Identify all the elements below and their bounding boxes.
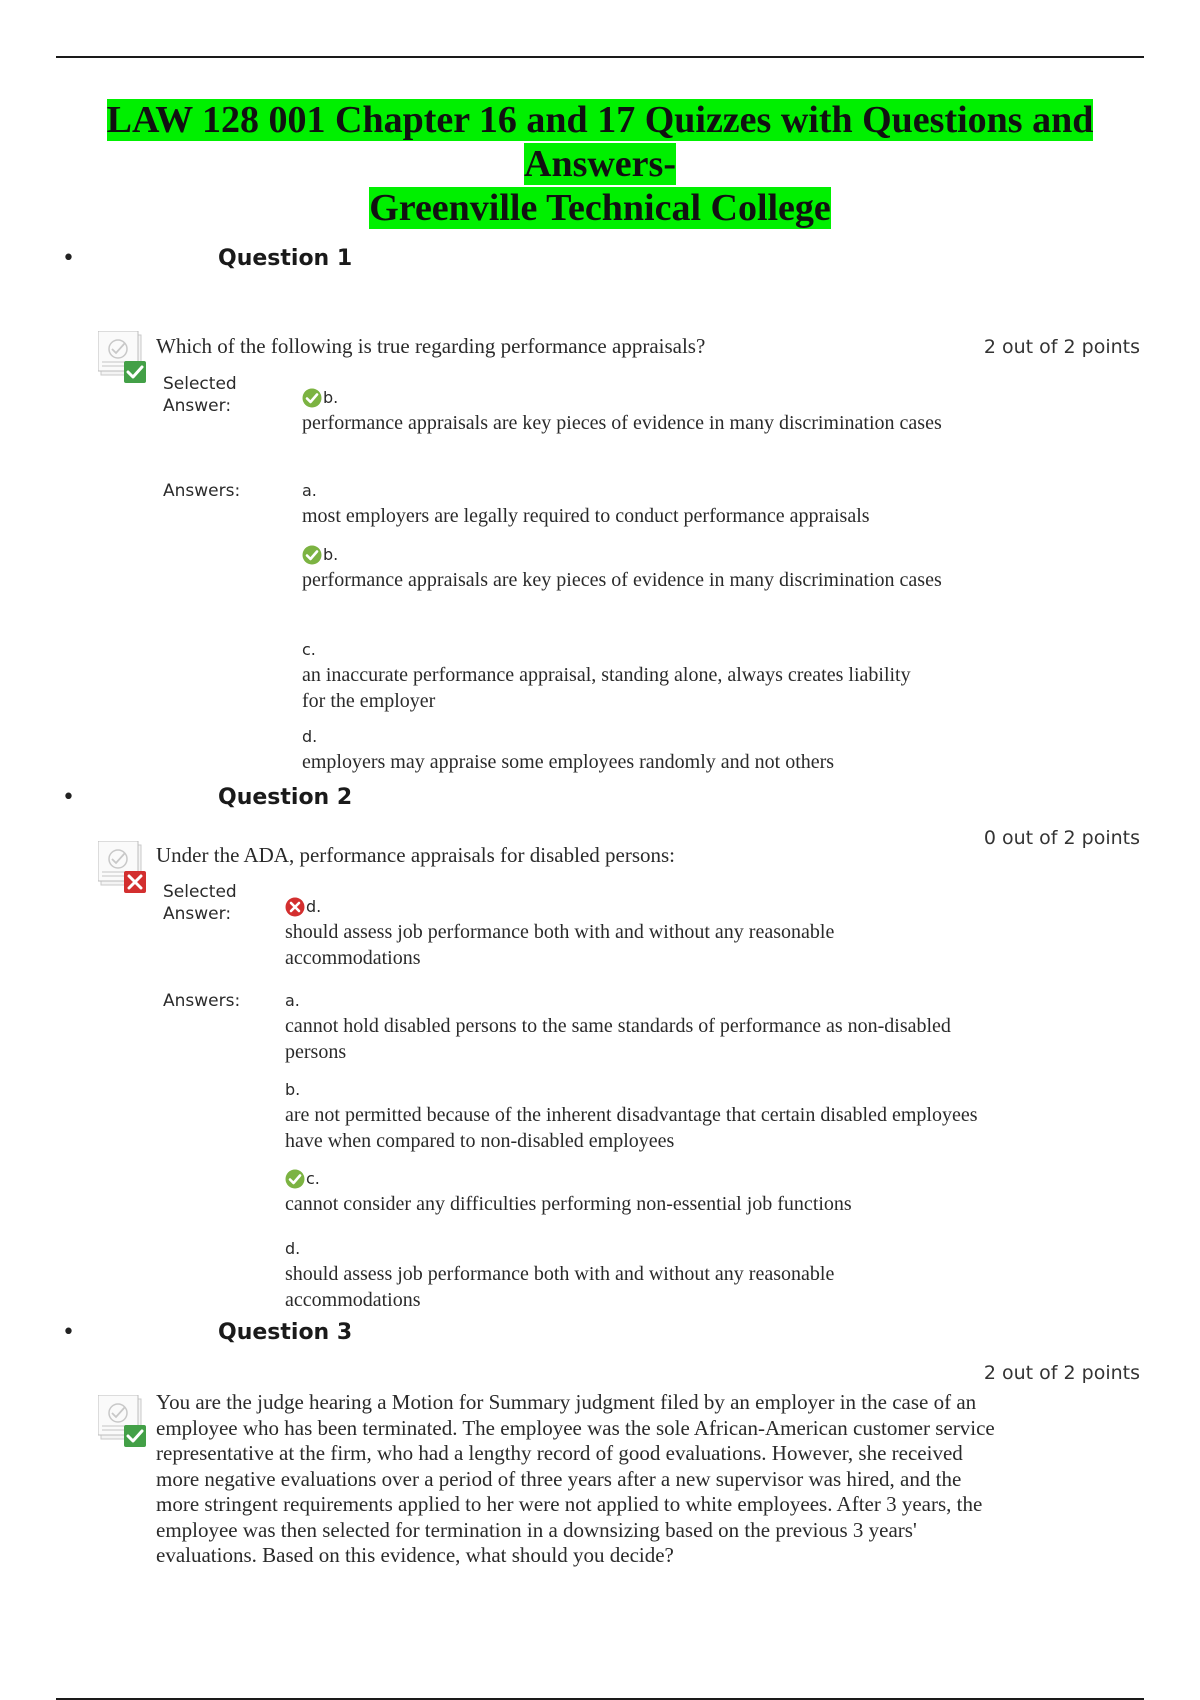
- question-2-label: Question 2: [218, 785, 353, 810]
- bullet: •: [62, 246, 75, 271]
- incorrect-x-icon: [98, 841, 148, 895]
- question-2-text: Under the ADA, performance appraisals for disabled persons:: [156, 843, 676, 867]
- correct-check-icon: [302, 388, 322, 408]
- question-1-points: 2 out of 2 points: [983, 336, 1140, 358]
- question-3-text: You are the judge hearing a Motion for Summary judgment filed by an employer in the case of an employee who has been terminated. The employee was the sole African-American customer service representative at the firm, who had a lengthy record of good evaluations. However, she received more negative evaluations over a period of three years after a new supervisor was hired, and the more stringent requirements applied to her were not applied to white employees. After 3 years, the employee was then selected for termination in a downsizing based on the previous 3 years' evaluations. Based on this evidence, what should you decide?: [156, 1390, 995, 1567]
- bullet: •: [62, 1320, 75, 1345]
- answer-option: a. most employers are legally required to conduct performance appraisals: [302, 481, 870, 527]
- document-title: [40, 98, 1160, 230]
- answer-option: c. cannot consider any difficulties performing non-essential job functions: [285, 1169, 852, 1215]
- selected-answer-label: Selected Answer:: [163, 882, 237, 924]
- answer-option: b. are not permitted because of the inherent disadvantage that certain disabled employees have when compared to non-disabled employees: [285, 1080, 978, 1152]
- title-line-1: LAW 128 001 Chapter 16 and 17 Quizzes with Questions and Answers-: [106, 99, 1094, 185]
- top-rule: [56, 56, 1144, 58]
- question-2-points: 0 out of 2 points: [983, 827, 1140, 849]
- answer-option: b. performance appraisals are key pieces of evidence in many discrimination cases: [302, 545, 942, 591]
- correct-check-icon: [98, 331, 148, 385]
- selected-answer: d. should assess job performance both with and without any reasonable accommodations: [285, 897, 835, 969]
- answer-option: d. employers may appraise some employees randomly and not others: [302, 727, 835, 773]
- incorrect-x-icon: [285, 897, 305, 917]
- bullet: •: [62, 785, 75, 810]
- question-1-label: Question 1: [218, 246, 353, 271]
- question-1-text: Which of the following is true regarding performance appraisals?: [156, 334, 706, 358]
- correct-check-icon: [285, 1169, 305, 1189]
- answer-option: a. cannot hold disabled persons to the same standards of performance as non-disabled persons: [285, 991, 951, 1063]
- answers-label: Answers:: [163, 991, 241, 1011]
- question-3-label: Question 3: [218, 1320, 353, 1345]
- correct-check-icon: [302, 545, 322, 565]
- answer-option: c. an inaccurate performance appraisal, standing alone, always creates liability for the employer: [302, 640, 911, 712]
- answers-label: Answers:: [163, 481, 241, 501]
- correct-check-icon: [98, 1395, 148, 1449]
- title-line-2: Greenville Technical College: [369, 187, 831, 229]
- answer-option: d. should assess job performance both with and without any reasonable accommodations: [285, 1239, 835, 1311]
- selected-answer: b. performance appraisals are key pieces of evidence in many discrimination cases: [302, 388, 942, 434]
- selected-answer-label: Selected Answer:: [163, 374, 237, 416]
- question-3-points: 2 out of 2 points: [983, 1362, 1140, 1384]
